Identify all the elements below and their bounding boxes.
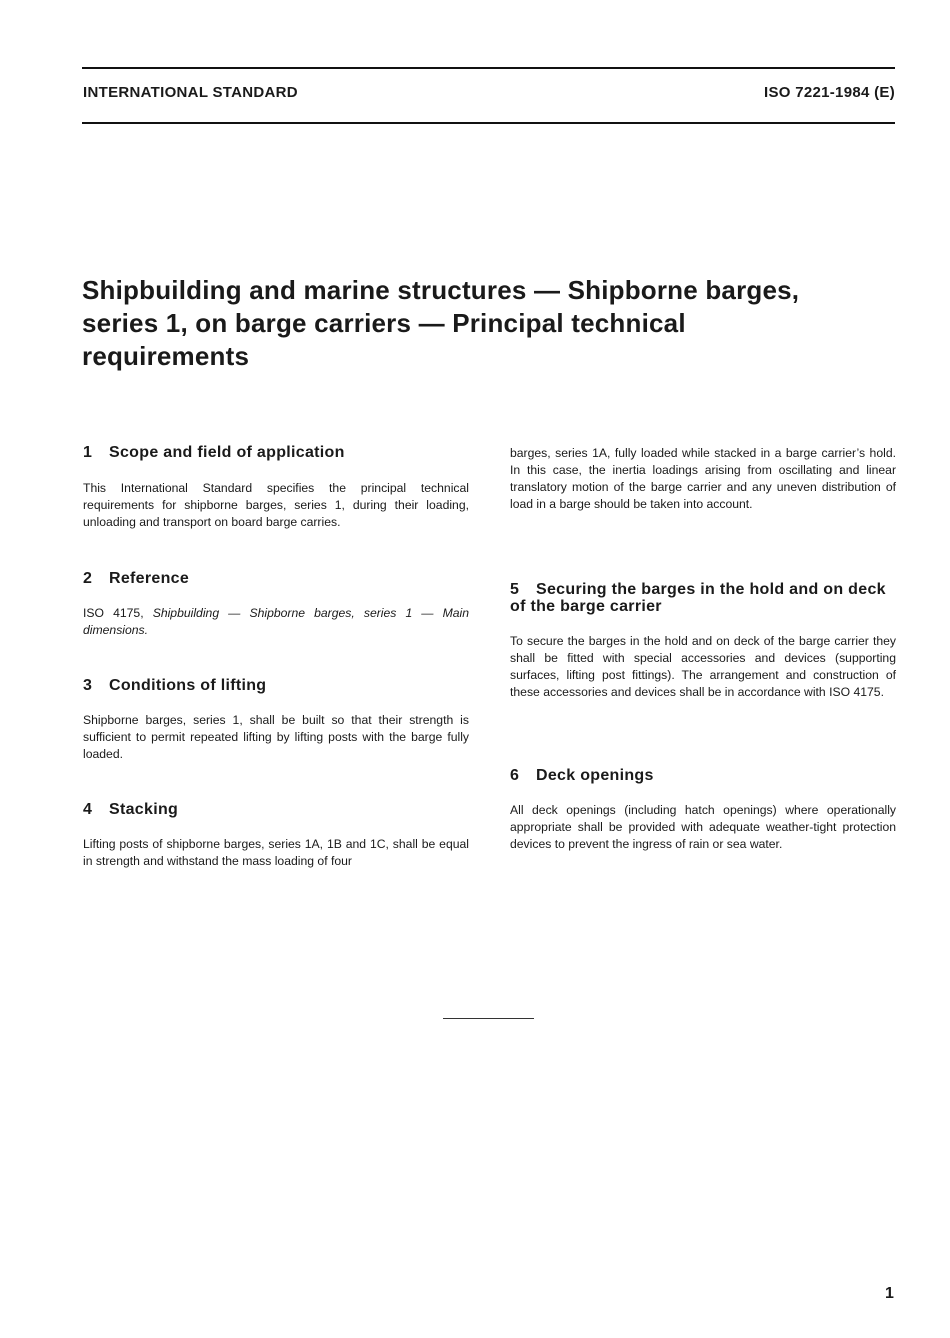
section-5-title: Securing the barges in the hold and on deck of the barge carrier (510, 581, 886, 615)
section-5-number: 5 (510, 581, 520, 598)
title-line-2: series 1, on barge carriers — Principal technical (82, 308, 686, 338)
section-1-title: Scope and field of application (109, 444, 345, 461)
section-1-heading (83, 444, 345, 461)
document-title (82, 274, 902, 373)
section-3-number: 3 (83, 677, 93, 694)
section-6-heading (510, 767, 654, 784)
section-3-text: Shipborne barges, series 1, shall be built so that their strength is sufficient to permit repeated lifting by lifting posts with the barge fully loaded. (83, 713, 469, 761)
header-bottom-rule (82, 122, 895, 124)
section-4-heading (83, 801, 178, 818)
section-4-number: 4 (83, 801, 93, 818)
section-3-title: Conditions of lifting (109, 677, 267, 694)
document-type-label: INTERNATIONAL STANDARD (83, 84, 298, 101)
section-1-number: 1 (83, 444, 93, 461)
section-3-heading (83, 677, 266, 694)
section-4-text-continued: barges, series 1A, fully loaded while stacked in a barge carrier’s hold. In this case, the inertia loadings arising from oscillating and linear translatory motion of the barge carrier and any uneven distribution of load in a barge should be taken into account. (510, 446, 896, 511)
section-5-heading (510, 581, 896, 615)
section-2-title: Reference (109, 570, 190, 587)
header-top-rule (82, 67, 895, 69)
section-4-title: Stacking (109, 801, 179, 818)
end-of-text-rule (443, 1018, 534, 1019)
section-6-number: 6 (510, 767, 520, 784)
section-6-title: Deck openings (536, 767, 654, 784)
section-2-text (83, 605, 469, 639)
section-1-text: This International Standard specifies the principal technical requirements for shipborne barges, series 1, during their loading, unloading and transport on board barge carries. (83, 481, 469, 529)
section-6-text: All deck openings (including hatch openings) where operationally appropriate shall be provided with adequate weather-tight protection devices to prevent the ingress of rain or sea water. (510, 803, 896, 851)
section-5-text: To secure the barges in the hold and on deck of the barge carrier they shall be fitted with special accessories and devices (supporting surfaces, lifting post fittings). The arrangement and construction of these accessories and devices shall be in accordance with ISO 4175. (510, 634, 896, 699)
standard-reference-label: ISO 7221-1984 (E) (763, 84, 895, 101)
section-2-heading (83, 570, 189, 587)
section-2-text-prefix: ISO 4175, (83, 606, 144, 620)
page-number: 1 (885, 1285, 894, 1302)
section-2-referenced-title: Shipbuilding — Shipborne barges, series 1 — Main dimensions. (83, 606, 469, 637)
section-4-text: Lifting posts of shipborne barges, series 1A, 1B and 1C, shall be equal in strength and withstand the mass loading of four (83, 837, 469, 868)
section-2-number: 2 (83, 570, 93, 587)
title-line-3: requirements (82, 341, 250, 371)
title-line-1: Shipbuilding and marine structures — Shipborne barges, (82, 275, 800, 305)
